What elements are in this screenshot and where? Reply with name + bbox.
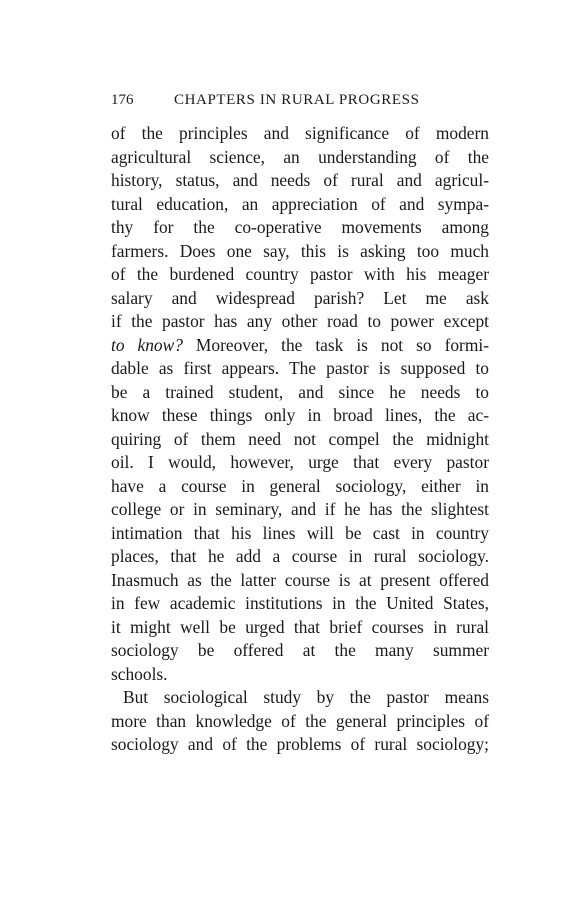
running-title: CHAPTERS IN RURAL PROGRESS bbox=[174, 92, 420, 108]
text-line: of the principles and significance of modern bbox=[111, 123, 489, 143]
text-line: agricultural science, an understanding of the bbox=[111, 146, 489, 167]
text-line: more than knowledge of the general principles of bbox=[111, 710, 489, 731]
text-line: it might well be urged that brief courses in rural bbox=[111, 616, 489, 637]
text-line: intimation that his lines will be cast in country bbox=[111, 522, 489, 543]
text-line: in few academic institutions in the United States, bbox=[111, 593, 489, 613]
text-line: tural education, an appreciation of and sympa- bbox=[111, 193, 489, 214]
text-line: have a course in general sociology, either in bbox=[111, 475, 489, 496]
text-line bbox=[111, 334, 489, 358]
emphasis-text: to know? bbox=[111, 334, 183, 355]
running-head bbox=[111, 88, 489, 112]
paragraph-end-line: schools. bbox=[111, 663, 168, 684]
text-line: Inasmuch as the latter course is at present offered bbox=[111, 569, 489, 590]
paragraph-start-line: But sociological study by the pastor means bbox=[123, 687, 489, 707]
page-number: 176 bbox=[111, 92, 134, 108]
text-line: oil. I would, however, urge that every pastor bbox=[111, 452, 489, 472]
text-line: sociology be offered at the many summer bbox=[111, 640, 489, 660]
text-line: of the burdened country pastor with his meager bbox=[111, 264, 489, 284]
text-line: be a trained student, and since he needs to bbox=[111, 381, 489, 402]
text-line: places, that he add a course in rural sociology. bbox=[111, 546, 489, 566]
body-text bbox=[111, 122, 489, 757]
text-line: know these things only in broad lines, the ac- bbox=[111, 405, 489, 425]
text-line: farmers. Does one say, this is asking too much bbox=[111, 240, 489, 261]
text-line: salary and widespread parish? Let me ask bbox=[111, 287, 489, 308]
text-line: dable as first appears. The pastor is supposed to bbox=[111, 358, 489, 378]
text-line: quiring of them need not compel the midnight bbox=[111, 428, 489, 449]
text-line: history, status, and needs of rural and agricul- bbox=[111, 170, 489, 190]
text-line: thy for the co-operative movements among bbox=[111, 217, 489, 237]
text-line: college or in seminary, and if he has the slightest bbox=[111, 499, 489, 519]
text-line-remainder: Moreover, the task is not so formi- bbox=[182, 334, 489, 355]
text-line: if the pastor has any other road to power except bbox=[111, 311, 489, 331]
text-line: sociology and of the problems of rural sociology; bbox=[111, 734, 489, 754]
